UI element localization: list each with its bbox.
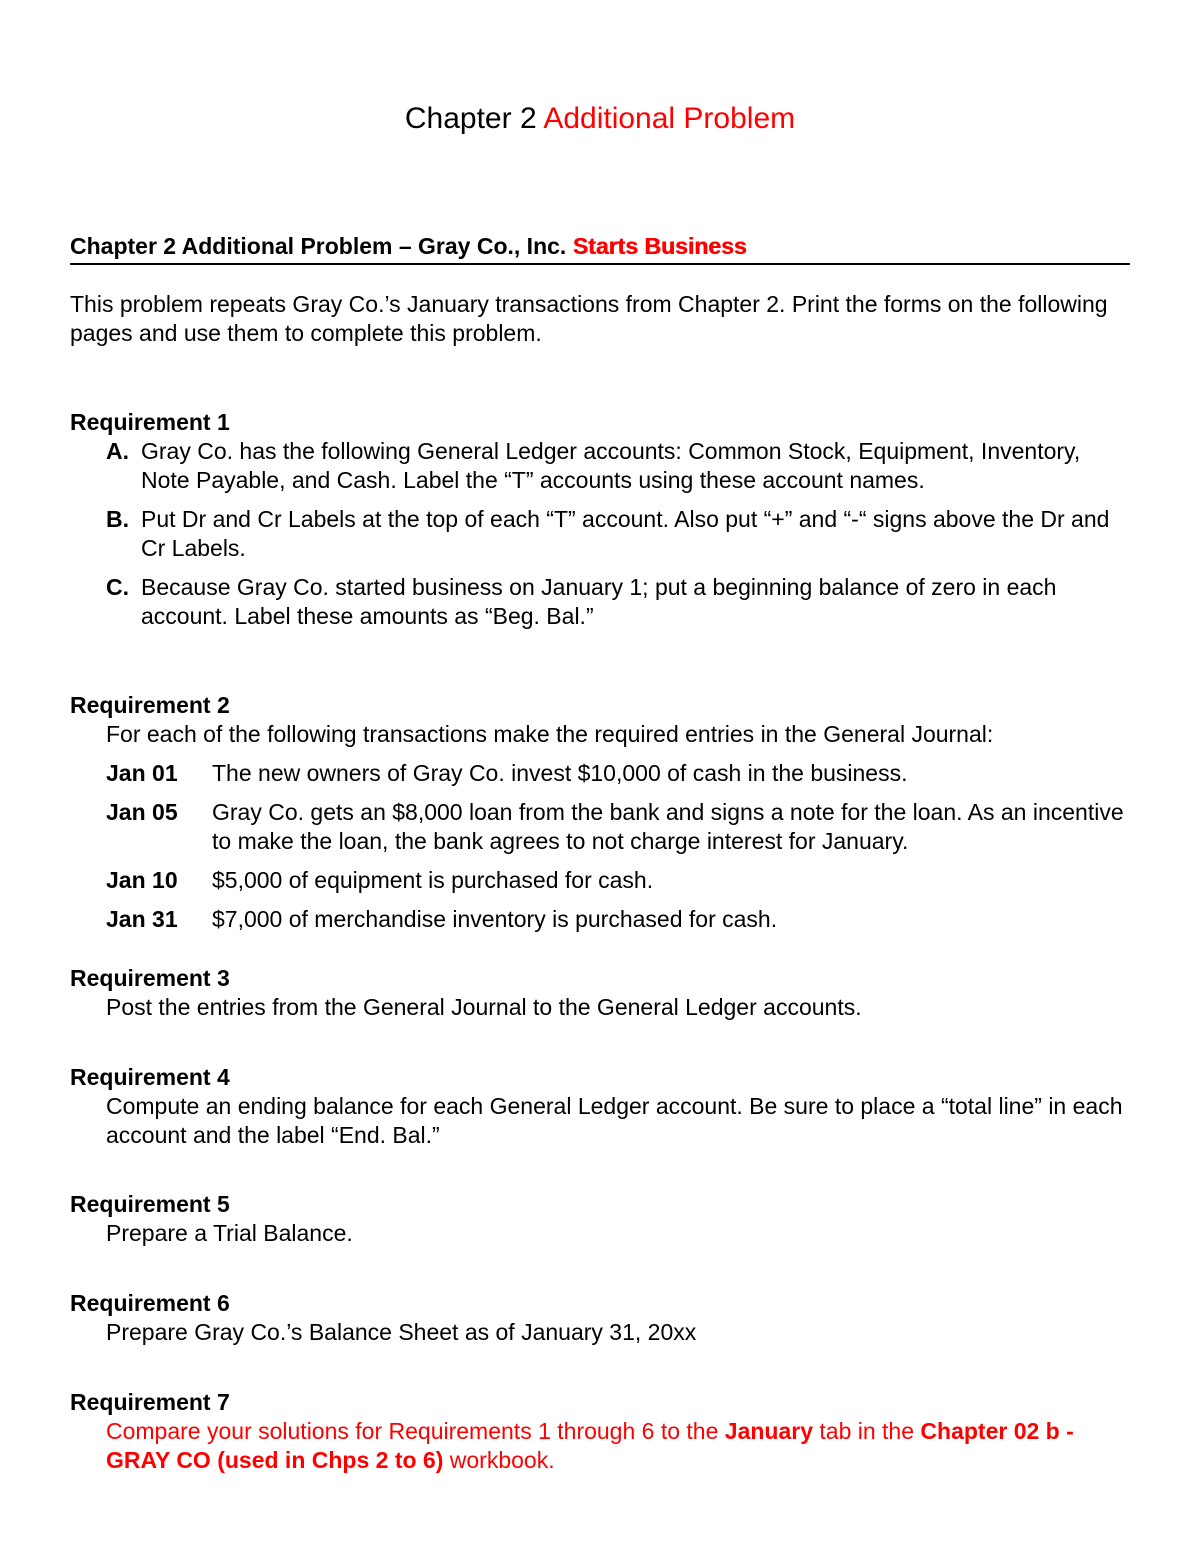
transaction-row: Jan 31 $7,000 of merchandise inventory is purchased for cash. [106,906,778,932]
requirement-4-title: Requirement 4 [70,1064,230,1090]
requirement-1-item-b: B. Put Dr and Cr Labels at the top of each “T” account. Also put “+” and “-“ signs above the Dr and Cr Labels. [106,506,1110,561]
requirement-3-text: Post the entries from the General Journal to the General Ledger accounts. [106,994,862,1020]
requirement-1 [70,408,1130,641]
requirement-7-text: Compare your solutions for Requirements 1 through 6 to the January tab in the Chapter 02 b - GRAY CO (used in Chps 2 to 6) workbook. [106,1418,1074,1473]
requirement-6 [70,1289,1130,1347]
heading-emphasis: Starts Business [572,233,747,259]
requirement-6-title: Requirement 6 [70,1290,230,1316]
heading-main: Chapter 2 Additional Problem – Gray Co., Inc. [70,233,567,259]
requirement-1-item-c: C. Because Gray Co. started business on January 1; put a beginning balance of zero in each account. Label these amounts as “Beg. Bal.” [106,574,1057,629]
transaction-row: Jan 05 Gray Co. gets an $8,000 loan from the bank and signs a note for the loan. As an incentive to make the loan, the bank agrees to not charge interest for January. [106,799,1124,854]
requirement-3 [70,964,1130,1022]
section-heading [70,232,1130,265]
page-title [70,101,1130,137]
transaction-row: Jan 01 The new owners of Gray Co. invest $10,000 of cash in the business. [106,760,908,786]
requirement-5-title: Requirement 5 [70,1191,230,1217]
requirement-7 [70,1388,1130,1475]
requirement-2-intro: For each of the following transactions make the required entries in the General Journal: [106,721,994,747]
requirement-4-text: Compute an ending balance for each General Ledger account. Be sure to place a “total line” in each account and the label “End. Bal.” [106,1093,1123,1148]
intro-paragraph: This problem repeats Gray Co.’s January transactions from Chapter 2. Print the forms on the following pages and use them to complete this problem. [70,291,1108,346]
requirement-5 [70,1190,1130,1248]
requirement-3-title: Requirement 3 [70,965,230,991]
requirement-1-item-a: A. Gray Co. has the following General Ledger accounts: Common Stock, Equipment, Inventory, Note Payable, and Cash. Label the “T” accounts using these account names. [106,438,1081,493]
transaction-row: Jan 10 $5,000 of equipment is purchased for cash. [106,867,654,893]
requirement-2-title: Requirement 2 [70,692,230,718]
requirement-6-text: Prepare Gray Co.’s Balance Sheet as of January 31, 20xx [106,1319,697,1345]
january-tab-name: January [724,1418,813,1444]
requirement-4 [70,1063,1130,1150]
title-additional-problem: Additional Problem [543,102,796,135]
workbook-name: Chapter 02 b - GRAY CO (used in Chps 2 to 6) [106,1418,1074,1473]
requirement-5-text: Prepare a Trial Balance. [106,1220,353,1246]
requirement-1-title: Requirement 1 [70,409,230,435]
requirement-2 [70,691,1130,934]
requirement-7-title: Requirement 7 [70,1389,230,1415]
title-chapter: Chapter 2 [404,102,537,135]
